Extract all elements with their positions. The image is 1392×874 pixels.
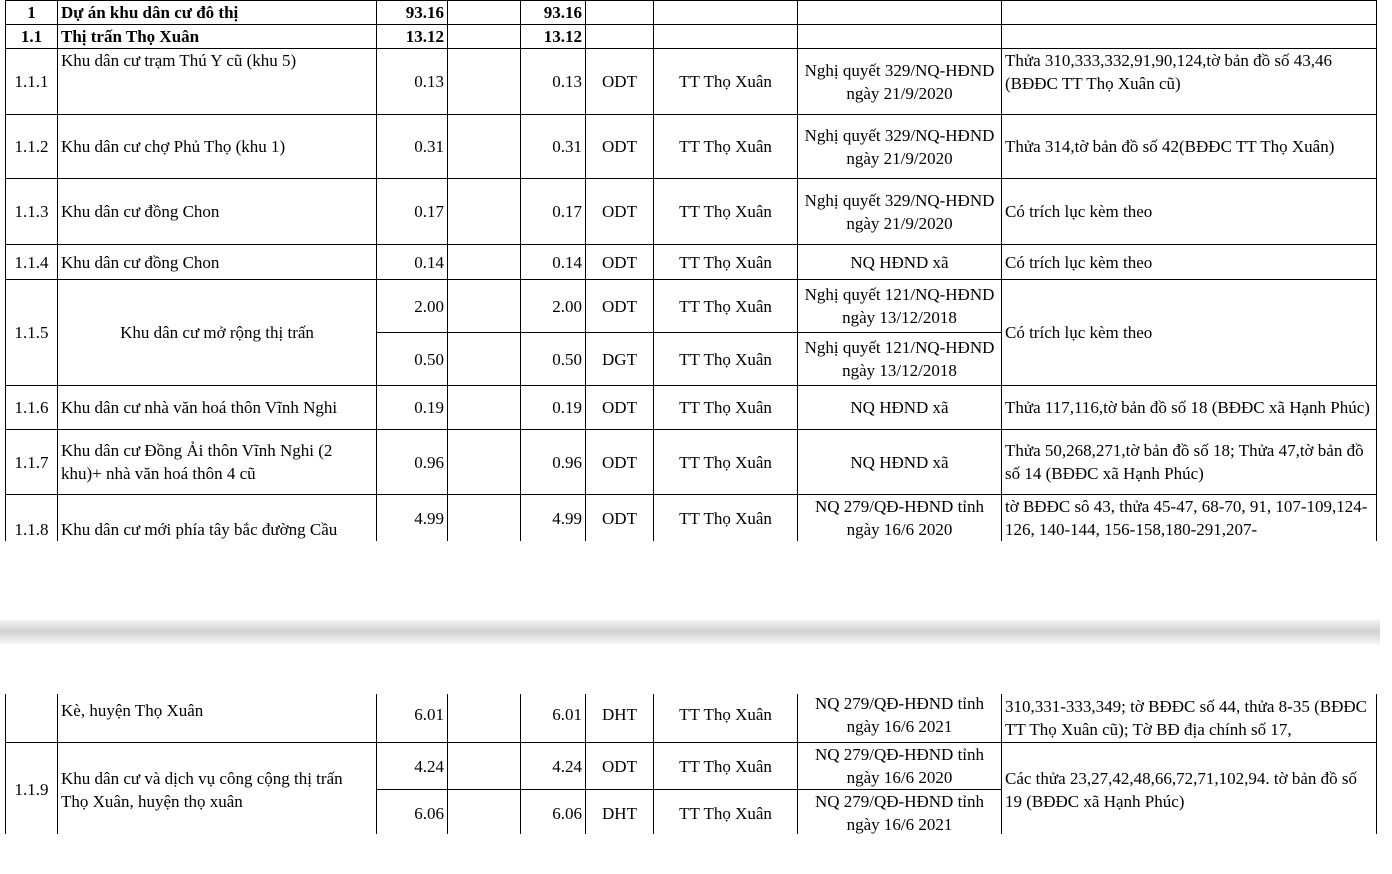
row-land-type: DHT [586,790,654,835]
row-stt: 1.1 [6,25,58,49]
row-area-1: 93.16 [377,1,448,25]
row-area-2: 6.01 [521,694,586,743]
row-legal-basis: NQ HĐND xã [798,430,1002,495]
row-area-2: 0.50 [521,333,586,386]
row-area-1: 6.01 [377,694,448,743]
empty-cell [448,49,521,115]
row-place: TT Thọ Xuân [654,386,798,430]
row-place: TT Thọ Xuân [654,115,798,179]
row-area-2: 0.17 [521,179,586,245]
row-note: Thửa 310,333,332,91,90,124,tờ bản đồ số 43,46 (BĐĐC TT Thọ Xuân cũ) [1002,49,1377,115]
table-row [6,179,1377,245]
table-row [6,694,1377,743]
empty-cell [448,179,521,245]
empty-cell [798,25,1002,49]
row-stt: 1.1.9 [6,743,58,835]
row-place: TT Thọ Xuân [654,179,798,245]
row-stt: 1.1.8 [6,495,58,542]
row-name: Khu dân cư và dịch vụ công cộng thị trấn Thọ Xuân, huyện thọ xuân [58,743,377,835]
table-row [6,280,1377,333]
row-area-2: 6.06 [521,790,586,835]
row-stt [6,694,58,743]
table-row [6,49,1377,115]
row-area-1: 13.12 [377,25,448,49]
row-place: TT Thọ Xuân [654,790,798,835]
table-row [6,743,1377,790]
row-legal-basis: Nghị quyết 121/NQ-HĐND ngày 13/12/2018 [798,280,1002,333]
row-place: TT Thọ Xuân [654,49,798,115]
land-use-table-top [5,0,1377,541]
empty-cell [448,25,521,49]
row-area-2: 93.16 [521,1,586,25]
empty-cell [448,115,521,179]
row-note: Có trích lục kèm theo [1002,179,1377,245]
empty-cell [448,245,521,280]
row-area-2: 0.96 [521,430,586,495]
row-note: Các thửa 23,27,42,48,66,72,71,102,94. tờ bản đồ số 19 (BĐĐC xã Hạnh Phúc) [1002,743,1377,835]
row-place: TT Thọ Xuân [654,694,798,743]
row-area-1: 6.06 [377,790,448,835]
row-legal-basis: Nghị quyết 329/NQ-HĐND ngày 21/9/2020 [798,179,1002,245]
row-name: Khu dân cư Đồng Ải thôn Vĩnh Nghi (2 khu)+ nhà văn hoá thôn 4 cũ [58,430,377,495]
row-land-type: DHT [586,694,654,743]
empty-cell [448,495,521,542]
empty-cell [448,694,521,743]
row-place: TT Thọ Xuân [654,333,798,386]
empty-cell [798,1,1002,25]
empty-cell [586,1,654,25]
row-place: TT Thọ Xuân [654,743,798,790]
empty-cell [448,386,521,430]
row-stt: 1.1.2 [6,115,58,179]
row-land-type: ODT [586,115,654,179]
row-area-1: 0.14 [377,245,448,280]
row-area-1: 0.17 [377,179,448,245]
row-legal-basis: Nghị quyết 329/NQ-HĐND ngày 21/9/2020 [798,49,1002,115]
row-area-2: 2.00 [521,280,586,333]
empty-cell [448,743,521,790]
table-row [6,25,1377,49]
row-note: tờ BĐĐC sô 43, thửa 45-47, 68-70, 91, 107-109,124-126, 140-144, 156-158,180-291,207- [1002,495,1377,542]
table-row [6,386,1377,430]
row-name: Khu dân cư trạm Thú Y cũ (khu 5) [58,49,377,115]
row-land-type: ODT [586,280,654,333]
page-break [0,620,1380,644]
row-place: TT Thọ Xuân [654,495,798,542]
row-note: Thửa 314,tờ bản đồ số 42(BĐĐC TT Thọ Xuân) [1002,115,1377,179]
row-area-1: 0.96 [377,430,448,495]
empty-cell [654,25,798,49]
empty-cell [448,333,521,386]
table-row [6,115,1377,179]
row-place: TT Thọ Xuân [654,430,798,495]
row-note: Thửa 50,268,271,tờ bản đồ số 18; Thửa 47,tờ bản đồ số 14 (BĐĐC xã Hạnh Phúc) [1002,430,1377,495]
row-name: Khu dân cư nhà văn hoá thôn Vĩnh Nghi [58,386,377,430]
row-note: Thửa 117,116,tờ bản đồ số 18 (BĐĐC xã Hạnh Phúc) [1002,386,1377,430]
row-stt: 1 [6,1,58,25]
row-legal-basis: Nghị quyết 329/NQ-HĐND ngày 21/9/2020 [798,115,1002,179]
row-stt: 1.1.3 [6,179,58,245]
row-area-1: 0.31 [377,115,448,179]
row-area-1: 0.50 [377,333,448,386]
row-area-2: 4.24 [521,743,586,790]
table-row [6,1,1377,25]
empty-cell [448,430,521,495]
row-area-2: 13.12 [521,25,586,49]
row-area-2: 0.31 [521,115,586,179]
row-legal-basis: NQ 279/QĐ-HĐND tỉnh ngày 16/6 2020 [798,743,1002,790]
row-land-type: ODT [586,386,654,430]
row-name: Khu dân cư đồng Chon [58,245,377,280]
row-stt: 1.1.5 [6,280,58,386]
row-area-1: 2.00 [377,280,448,333]
row-name: Thị trấn Thọ Xuân [58,25,377,49]
row-name: Khu dân cư mới phía tây bắc đường Cầu [58,495,377,542]
row-area-2: 0.19 [521,386,586,430]
row-land-type: ODT [586,430,654,495]
row-area-2: 4.99 [521,495,586,542]
empty-cell [1002,1,1377,25]
row-area-2: 0.13 [521,49,586,115]
row-name: Khu dân cư đồng Chon [58,179,377,245]
row-note: Có trích lục kèm theo [1002,245,1377,280]
empty-cell [1002,25,1377,49]
row-area-1: 4.99 [377,495,448,542]
row-stt: 1.1.1 [6,49,58,115]
row-land-type: ODT [586,743,654,790]
row-legal-basis: NQ HĐND xã [798,386,1002,430]
page-bottom [0,694,1392,834]
empty-cell [448,280,521,333]
row-area-1: 0.13 [377,49,448,115]
row-land-type: ODT [586,179,654,245]
row-legal-basis: NQ 279/QĐ-HĐND tỉnh ngày 16/6 2020 [798,495,1002,542]
row-land-type: ODT [586,245,654,280]
row-name: Dự án khu dân cư đô thị [58,1,377,25]
row-legal-basis: NQ HĐND xã [798,245,1002,280]
row-legal-basis: Nghị quyết 121/NQ-HĐND ngày 13/12/2018 [798,333,1002,386]
row-name: Kè, huyện Thọ Xuân [58,694,377,743]
row-stt: 1.1.7 [6,430,58,495]
row-stt: 1.1.4 [6,245,58,280]
row-land-type: ODT [586,495,654,542]
row-land-type: DGT [586,333,654,386]
empty-cell [448,790,521,835]
row-name: Khu dân cư mở rộng thị trấn [58,280,377,386]
empty-cell [448,1,521,25]
empty-cell [586,25,654,49]
table-row [6,495,1377,542]
row-note: 310,331-333,349; tờ BĐĐC số 44, thửa 8-35 (BĐĐC TT Thọ Xuân cũ); Tờ BĐ địa chính số 17, [1002,694,1377,743]
row-note: Có trích lục kèm theo [1002,280,1377,386]
row-area-1: 4.24 [377,743,448,790]
row-legal-basis: NQ 279/QĐ-HĐND tỉnh ngày 16/6 2021 [798,694,1002,743]
row-stt: 1.1.6 [6,386,58,430]
row-area-2: 0.14 [521,245,586,280]
table-row [6,245,1377,280]
row-place: TT Thọ Xuân [654,280,798,333]
land-use-table-bottom [5,694,1377,834]
row-name: Khu dân cư chợ Phủ Thọ (khu 1) [58,115,377,179]
row-place: TT Thọ Xuân [654,245,798,280]
table-row [6,430,1377,495]
row-legal-basis: NQ 279/QĐ-HĐND tỉnh ngày 16/6 2021 [798,790,1002,835]
empty-cell [654,1,798,25]
row-land-type: ODT [586,49,654,115]
row-area-1: 0.19 [377,386,448,430]
